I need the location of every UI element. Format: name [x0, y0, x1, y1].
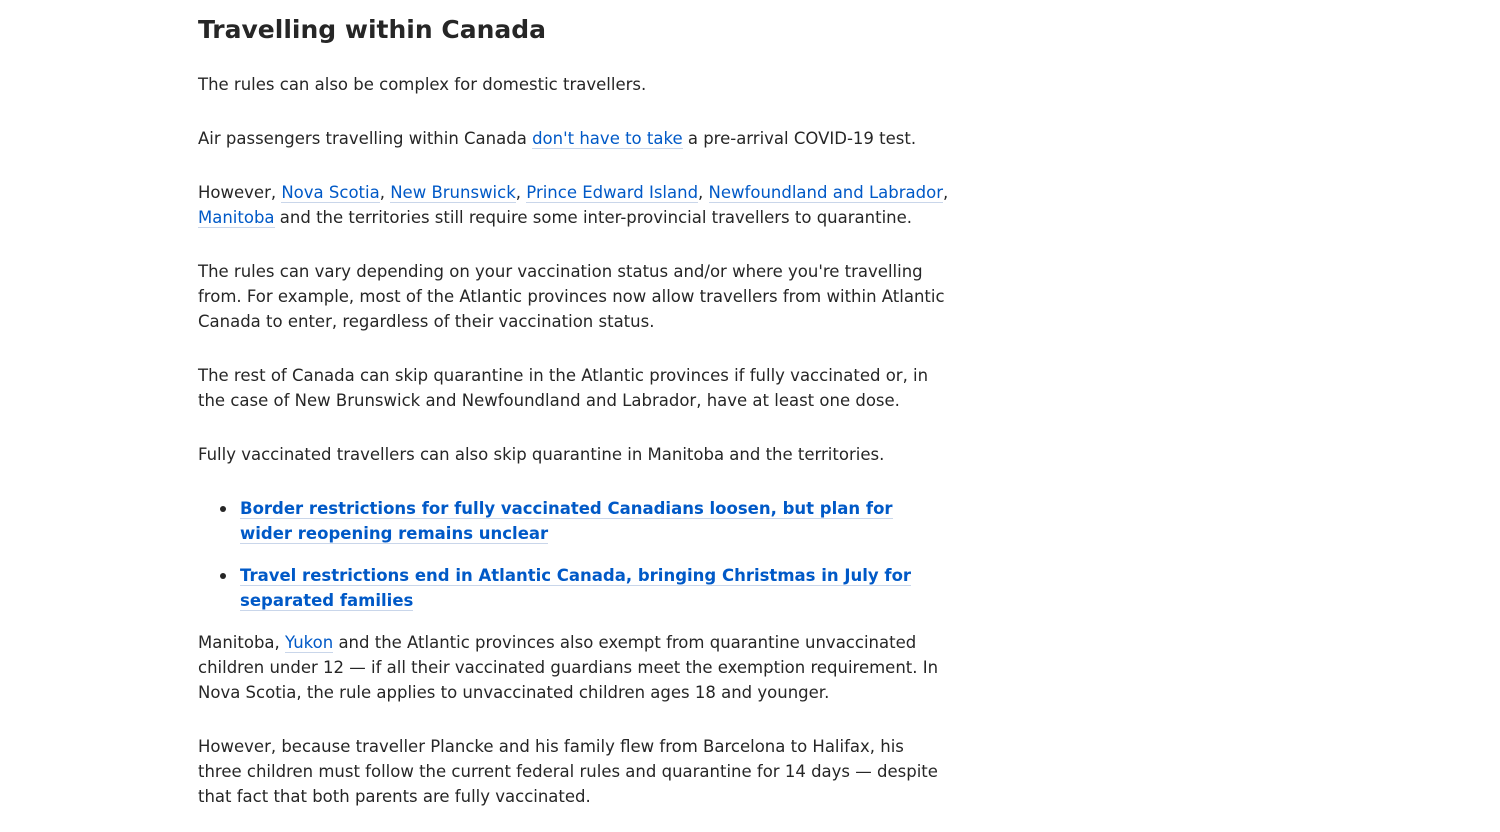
- paragraph-plancke-family: However, because traveller Plancke and his family flew from Barcelona to Halifax, his three children must follow the current federal rules and quarantine for 14 days — despite that fact that both parents are fully vaccinated.: [198, 737, 938, 806]
- bullet-icon: [220, 506, 226, 512]
- paragraph-provinces-quarantine: [198, 180, 950, 230]
- paragraph-manitoba-territories: Fully vaccinated travellers can also skip quarantine in Manitoba and the territories.: [198, 445, 885, 464]
- text: Air passengers travelling within Canada: [198, 129, 533, 148]
- text: a pre-arrival COVID-19 test.: [682, 129, 917, 148]
- text: However,: [198, 183, 282, 202]
- list-item: [240, 496, 930, 546]
- paragraph-rest-of-canada: The rest of Canada can skip quarantine in the Atlantic provinces if fully vaccinated or, in the case of New Brunswick and Newfoundland and Labrador, have at least one dose.: [198, 366, 929, 410]
- section-heading: Travelling within Canada: [198, 15, 546, 44]
- related-story-link-border-restrictions[interactable]: Border restrictions for fully vaccinated Canadians loosen, but plan for wider reopening remains unclear: [240, 499, 893, 543]
- paragraph-vaccination-status: The rules can vary depending on your vaccination status and/or where you're travelling from. For example, most of the Atlantic provinces now allow travellers from within Atlantic Canada to enter, regardless of their vaccination status.: [198, 262, 945, 331]
- related-story-link-atlantic-canada[interactable]: Travel restrictions end in Atlantic Canada, bringing Christmas in July for separated families: [240, 566, 912, 610]
- link-prince-edward-island[interactable]: Prince Edward Island: [526, 183, 699, 202]
- paragraph-unvaccinated-children: [198, 630, 950, 705]
- related-stories-list: [198, 496, 930, 613]
- text: Manitoba,: [198, 633, 286, 652]
- link-yukon[interactable]: Yukon: [285, 633, 334, 652]
- text: and the Atlantic provinces also exempt from quarantine unvaccinated children under 12 — if all their vaccinated guardians meet the exemption requirement. In Nova Scotia, the rule applies to unvaccinated children ages 18 and younger.: [198, 633, 939, 702]
- bullet-icon: [220, 573, 226, 579]
- paragraph-air-passengers: [198, 126, 950, 151]
- link-newfoundland-and-labrador[interactable]: Newfoundland and Labrador: [708, 183, 944, 202]
- paragraph-domestic-rules: The rules can also be complex for domestic travellers.: [198, 75, 647, 94]
- text: ,: [698, 183, 709, 202]
- text: ,: [379, 183, 391, 202]
- link-manitoba[interactable]: Manitoba: [198, 208, 275, 227]
- text: ,: [943, 183, 949, 202]
- text: ,: [515, 183, 527, 202]
- link-new-brunswick[interactable]: New Brunswick: [390, 183, 516, 202]
- link-nova-scotia[interactable]: Nova Scotia: [281, 183, 380, 202]
- link-dont-have-to-take[interactable]: don't have to take: [532, 129, 683, 148]
- list-item: [240, 563, 930, 613]
- text: and the territories still require some inter-provincial travellers to quarantine.: [274, 208, 913, 227]
